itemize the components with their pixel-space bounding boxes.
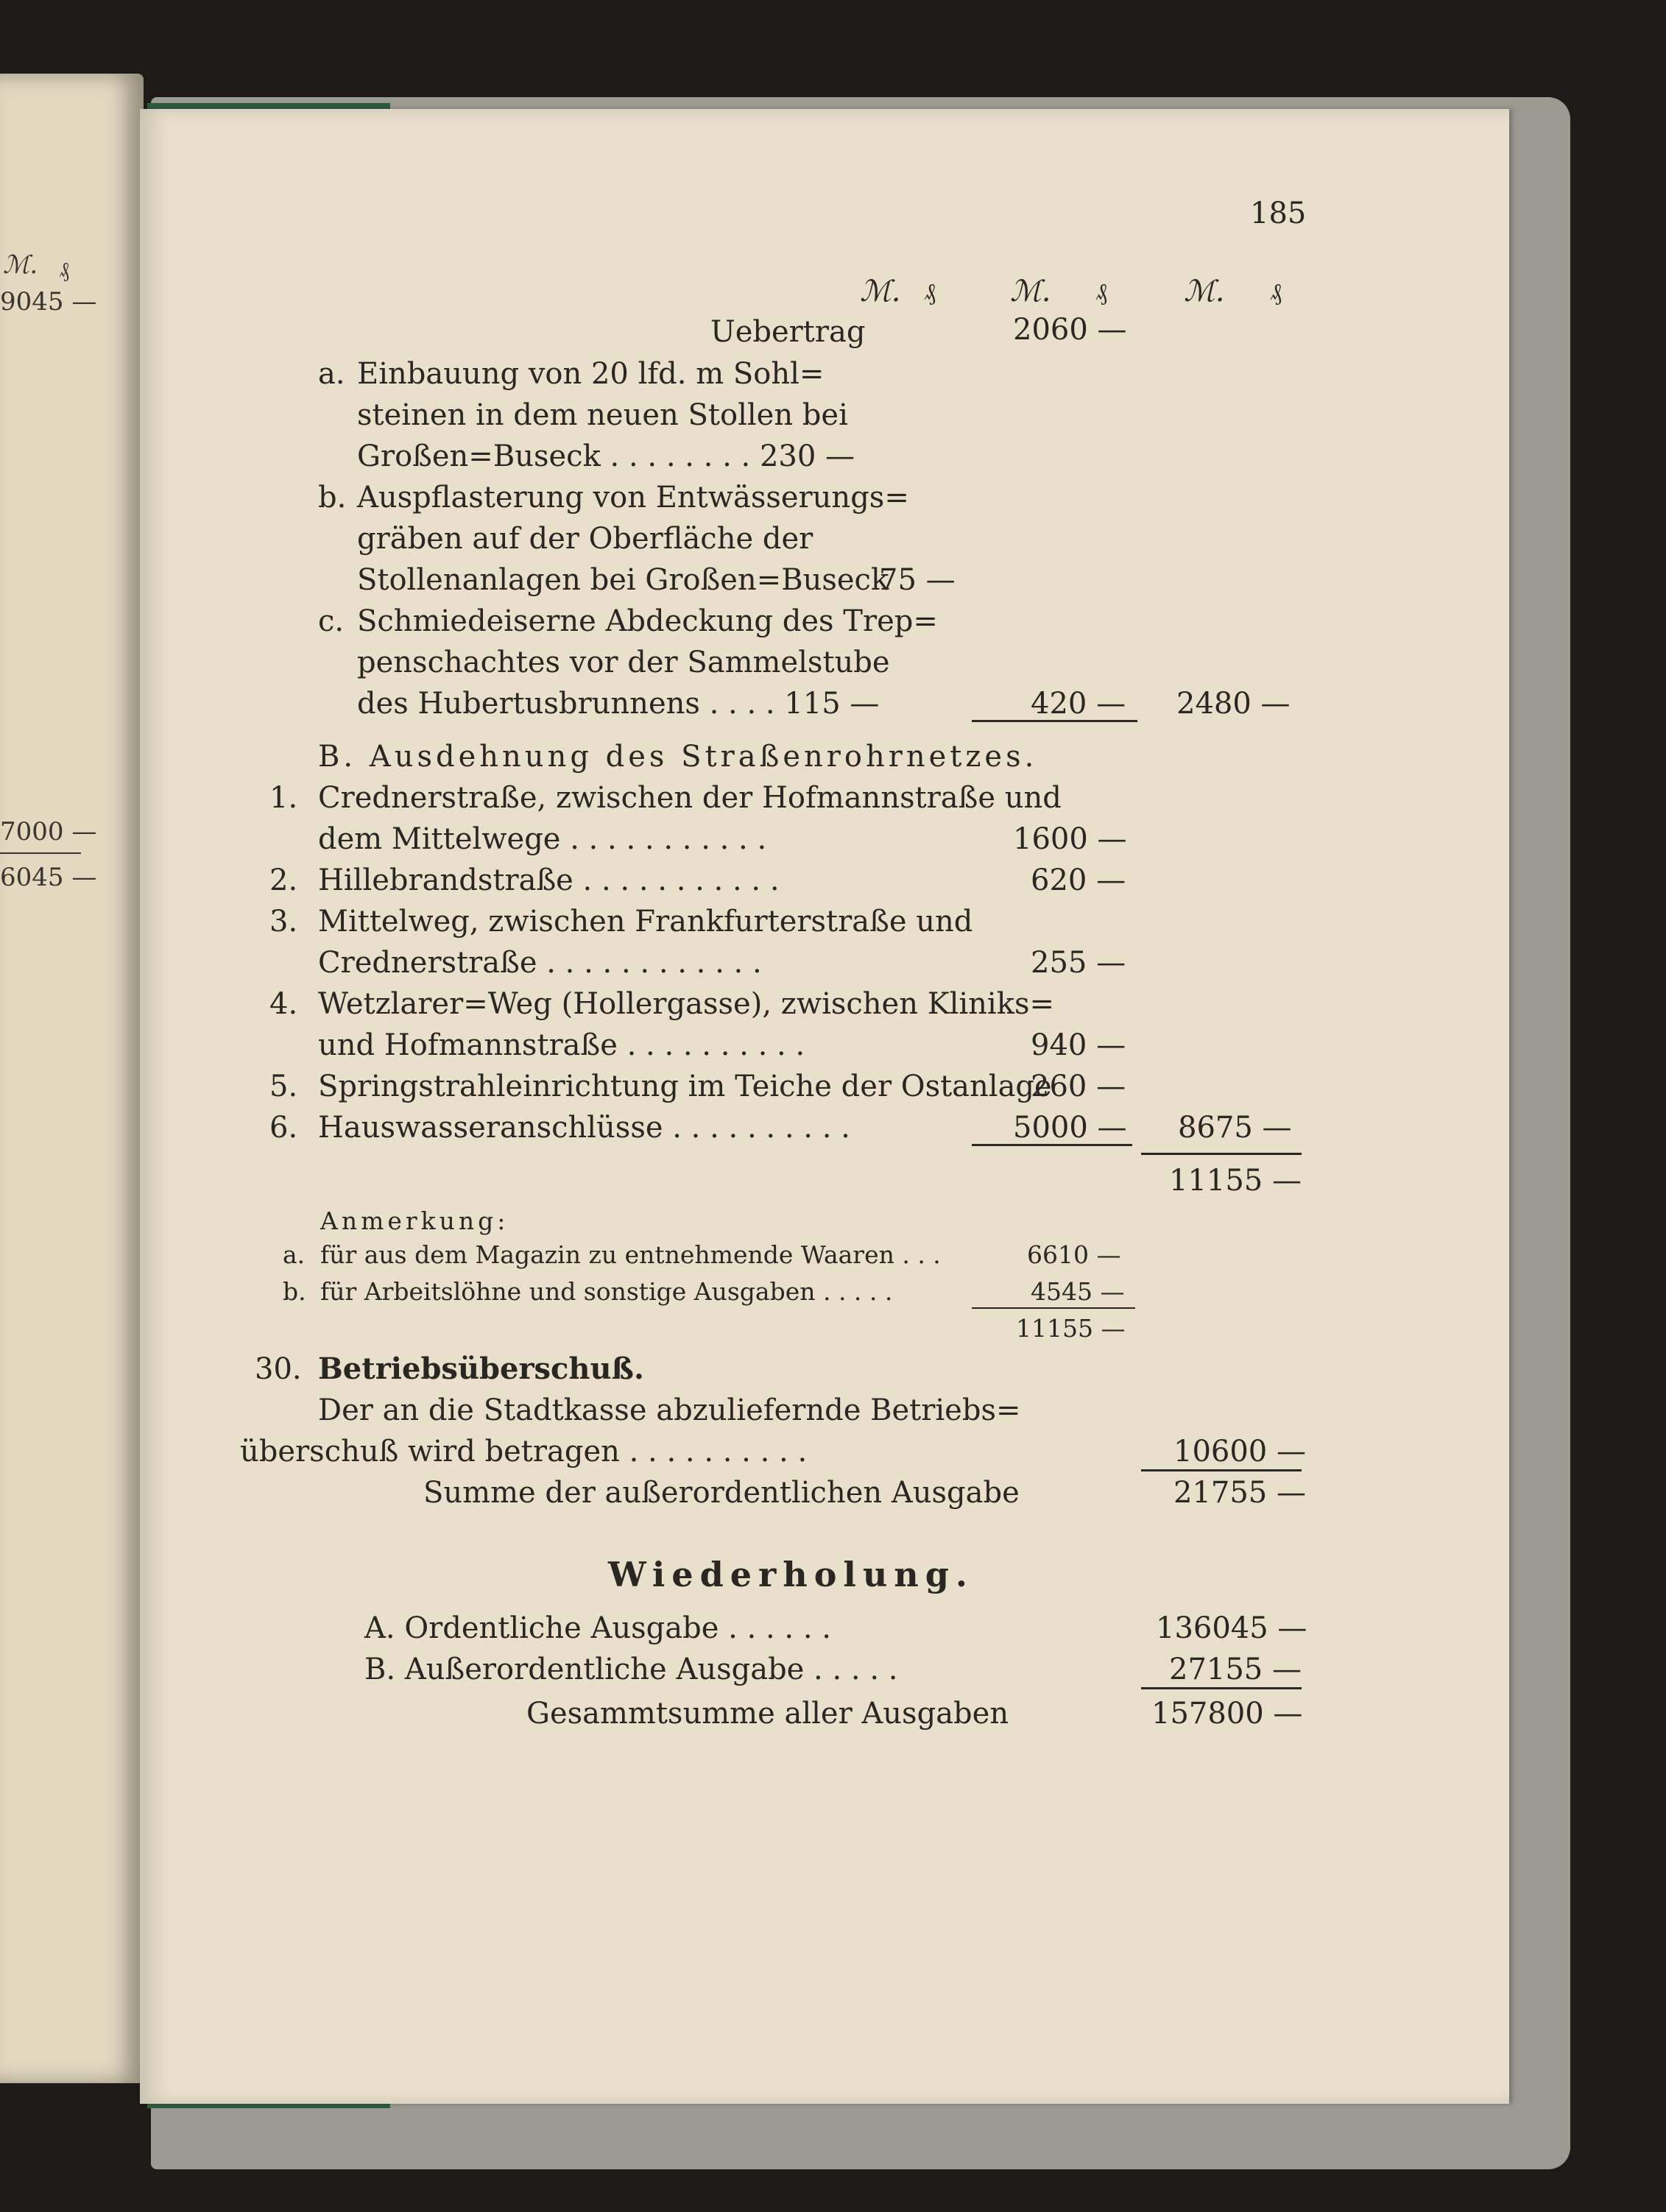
b-item-5-line-1: Springstrahleinrichtung im Teiche der Ostanlage bbox=[318, 1070, 1052, 1103]
section-30-line-2: überschuß wird betragen . . . . . . . . . . bbox=[240, 1435, 808, 1469]
left-pf-mark: ₰ bbox=[59, 258, 69, 282]
item-a-line-3: Großen=Buseck . . . . . . . . 230 — bbox=[357, 439, 855, 473]
pf-mark-col3: ₰ bbox=[1270, 278, 1282, 305]
b-item-1-line-2: dem Mittelwege . . . . . . . . . . . bbox=[318, 822, 767, 856]
item-a-line-1: Einbauung von 20 lfd. m Sohl= bbox=[357, 357, 825, 391]
anmerkung-a-amount: 6610 — bbox=[1027, 1240, 1121, 1269]
b-item-4-num: 4. bbox=[269, 987, 298, 1021]
b-item-6-line-1: Hauswasseranschlüsse . . . . . . . . . . bbox=[318, 1111, 850, 1145]
section-b-heading: B. Ausdehnung des Straßenrohrnetzes. bbox=[318, 740, 1038, 774]
b-item-3-num: 3. bbox=[269, 905, 298, 939]
anmerkung-b-text: für Arbeitslöhne und sonstige Ausgaben . . . . . bbox=[320, 1277, 893, 1306]
b-item-2-num: 2. bbox=[269, 863, 298, 897]
item-c-line-1: Schmiedeiserne Abdeckung des Trep= bbox=[357, 604, 938, 638]
left-rule bbox=[0, 852, 81, 854]
section-30-line-1: Der an die Stadtkasse abzuliefernde Betriebs= bbox=[318, 1393, 1021, 1427]
wiederholung-a-label: A. Ordentliche Ausgabe . . . . . . bbox=[364, 1611, 831, 1645]
item-b-line-2: gräben auf der Oberfläche der bbox=[357, 522, 813, 556]
item-c-line-3: des Hubertusbrunnens . . . . 115 — bbox=[357, 687, 880, 721]
uebertrag-amount: 2060 — bbox=[1013, 313, 1127, 347]
anmerkung-b-amount: 4545 — bbox=[1031, 1277, 1125, 1306]
wiederholung-total-amount: 157800 — bbox=[1151, 1697, 1303, 1731]
section-30-num: 30. bbox=[255, 1352, 302, 1386]
section-30-sum-label: Summe der außerordentlichen Ausgabe bbox=[423, 1476, 1020, 1510]
rule-before-total bbox=[1141, 1687, 1302, 1689]
anmerkung-total: 11155 — bbox=[1016, 1314, 1126, 1343]
left-amount-1: 9045 — bbox=[0, 287, 97, 317]
left-amount-2: 7000 — bbox=[0, 817, 97, 847]
b-item-1-amount: 1600 — bbox=[1013, 822, 1127, 856]
b-item-1-num: 1. bbox=[269, 781, 298, 815]
b-item-6-amount: 5000 — bbox=[1013, 1111, 1127, 1145]
item-c-letter: c. bbox=[318, 604, 345, 638]
anmerkung-rule bbox=[972, 1307, 1135, 1309]
b-item-4-amount: 940 — bbox=[1031, 1028, 1126, 1062]
b-item-2-amount: 620 — bbox=[1031, 863, 1126, 897]
b-item-4-line-2: und Hofmannstraße . . . . . . . . . . bbox=[318, 1028, 805, 1062]
b-item-6-num: 6. bbox=[269, 1111, 298, 1145]
pf-mark-col2: ₰ bbox=[1095, 278, 1107, 305]
rule-after-30 bbox=[1141, 1469, 1302, 1471]
b-item-3-line-1: Mittelweg, zwischen Frankfurterstraße und bbox=[318, 905, 973, 939]
anmerkung-b-letter: b. bbox=[283, 1277, 306, 1306]
anmerkung-title: Anmerkung: bbox=[320, 1206, 509, 1235]
rule-after-b6-col2 bbox=[972, 1144, 1132, 1146]
rule-after-c bbox=[972, 720, 1137, 722]
wiederholung-total-label: Gesammtsumme aller Ausgaben bbox=[526, 1697, 1009, 1731]
currency-mark-col2: ℳ. bbox=[1010, 275, 1051, 308]
item-c-col2-amount: 420 — bbox=[1031, 687, 1126, 721]
section-30-sum-amount: 21755 — bbox=[1173, 1476, 1306, 1510]
left-page-fragment bbox=[0, 74, 144, 2083]
section-30-heading: Betriebsüberschuß. bbox=[318, 1351, 644, 1386]
item-a-letter: a. bbox=[318, 357, 345, 391]
document-page bbox=[140, 109, 1509, 2104]
left-currency-mark: ℳ. bbox=[3, 250, 38, 280]
b-item-3-line-2: Crednerstraße . . . . . . . . . . . . bbox=[318, 946, 762, 980]
anmerkung-a-letter: a. bbox=[283, 1240, 306, 1269]
item-c-col3-amount: 2480 — bbox=[1176, 687, 1291, 721]
wiederholung-heading: Wiederholung. bbox=[608, 1555, 974, 1594]
item-b-amount: 75 — bbox=[879, 563, 956, 597]
item-a-line-2: steinen in dem neuen Stollen bei bbox=[357, 398, 848, 432]
wiederholung-b-label: B. Außerordentliche Ausgabe . . . . . bbox=[364, 1653, 898, 1686]
section-30-amount: 10600 — bbox=[1173, 1435, 1306, 1469]
item-b-line-1: Auspflasterung von Entwässerungs= bbox=[357, 481, 909, 515]
b-item-5-num: 5. bbox=[269, 1070, 298, 1103]
wiederholung-a-amount: 136045 — bbox=[1156, 1611, 1307, 1645]
b-item-3-amount: 255 — bbox=[1031, 946, 1126, 980]
b-item-5-amount: 260 — bbox=[1031, 1070, 1126, 1103]
pf-mark-col1: ₰ bbox=[924, 278, 936, 305]
b-item-2-line-1: Hillebrandstraße . . . . . . . . . . . bbox=[318, 863, 780, 897]
wiederholung-b-amount: 27155 — bbox=[1169, 1653, 1302, 1686]
item-c-line-2: penschachtes vor der Sammelstube bbox=[357, 646, 890, 679]
left-amount-3: 6045 — bbox=[0, 863, 97, 892]
section-b-total: 11155 — bbox=[1169, 1164, 1302, 1198]
b-item-6-col3-amount: 8675 — bbox=[1178, 1111, 1292, 1145]
rule-after-b6-col3 bbox=[1141, 1153, 1302, 1155]
item-b-letter: b. bbox=[318, 481, 347, 515]
b-item-1-line-1: Crednerstraße, zwischen der Hofmannstraße und bbox=[318, 781, 1062, 815]
uebertrag-label: Uebertrag bbox=[710, 315, 866, 349]
b-item-4-line-1: Wetzlarer=Weg (Hollergasse), zwischen Kliniks= bbox=[318, 987, 1054, 1021]
currency-mark-col3: ℳ. bbox=[1184, 275, 1225, 308]
page-number: 185 bbox=[1250, 197, 1307, 230]
currency-mark-col1: ℳ. bbox=[860, 275, 901, 308]
anmerkung-a-text: für aus dem Magazin zu entnehmende Waaren . . . bbox=[320, 1240, 941, 1269]
item-b-line-3: Stollenanlagen bei Großen=Buseck bbox=[357, 563, 889, 597]
